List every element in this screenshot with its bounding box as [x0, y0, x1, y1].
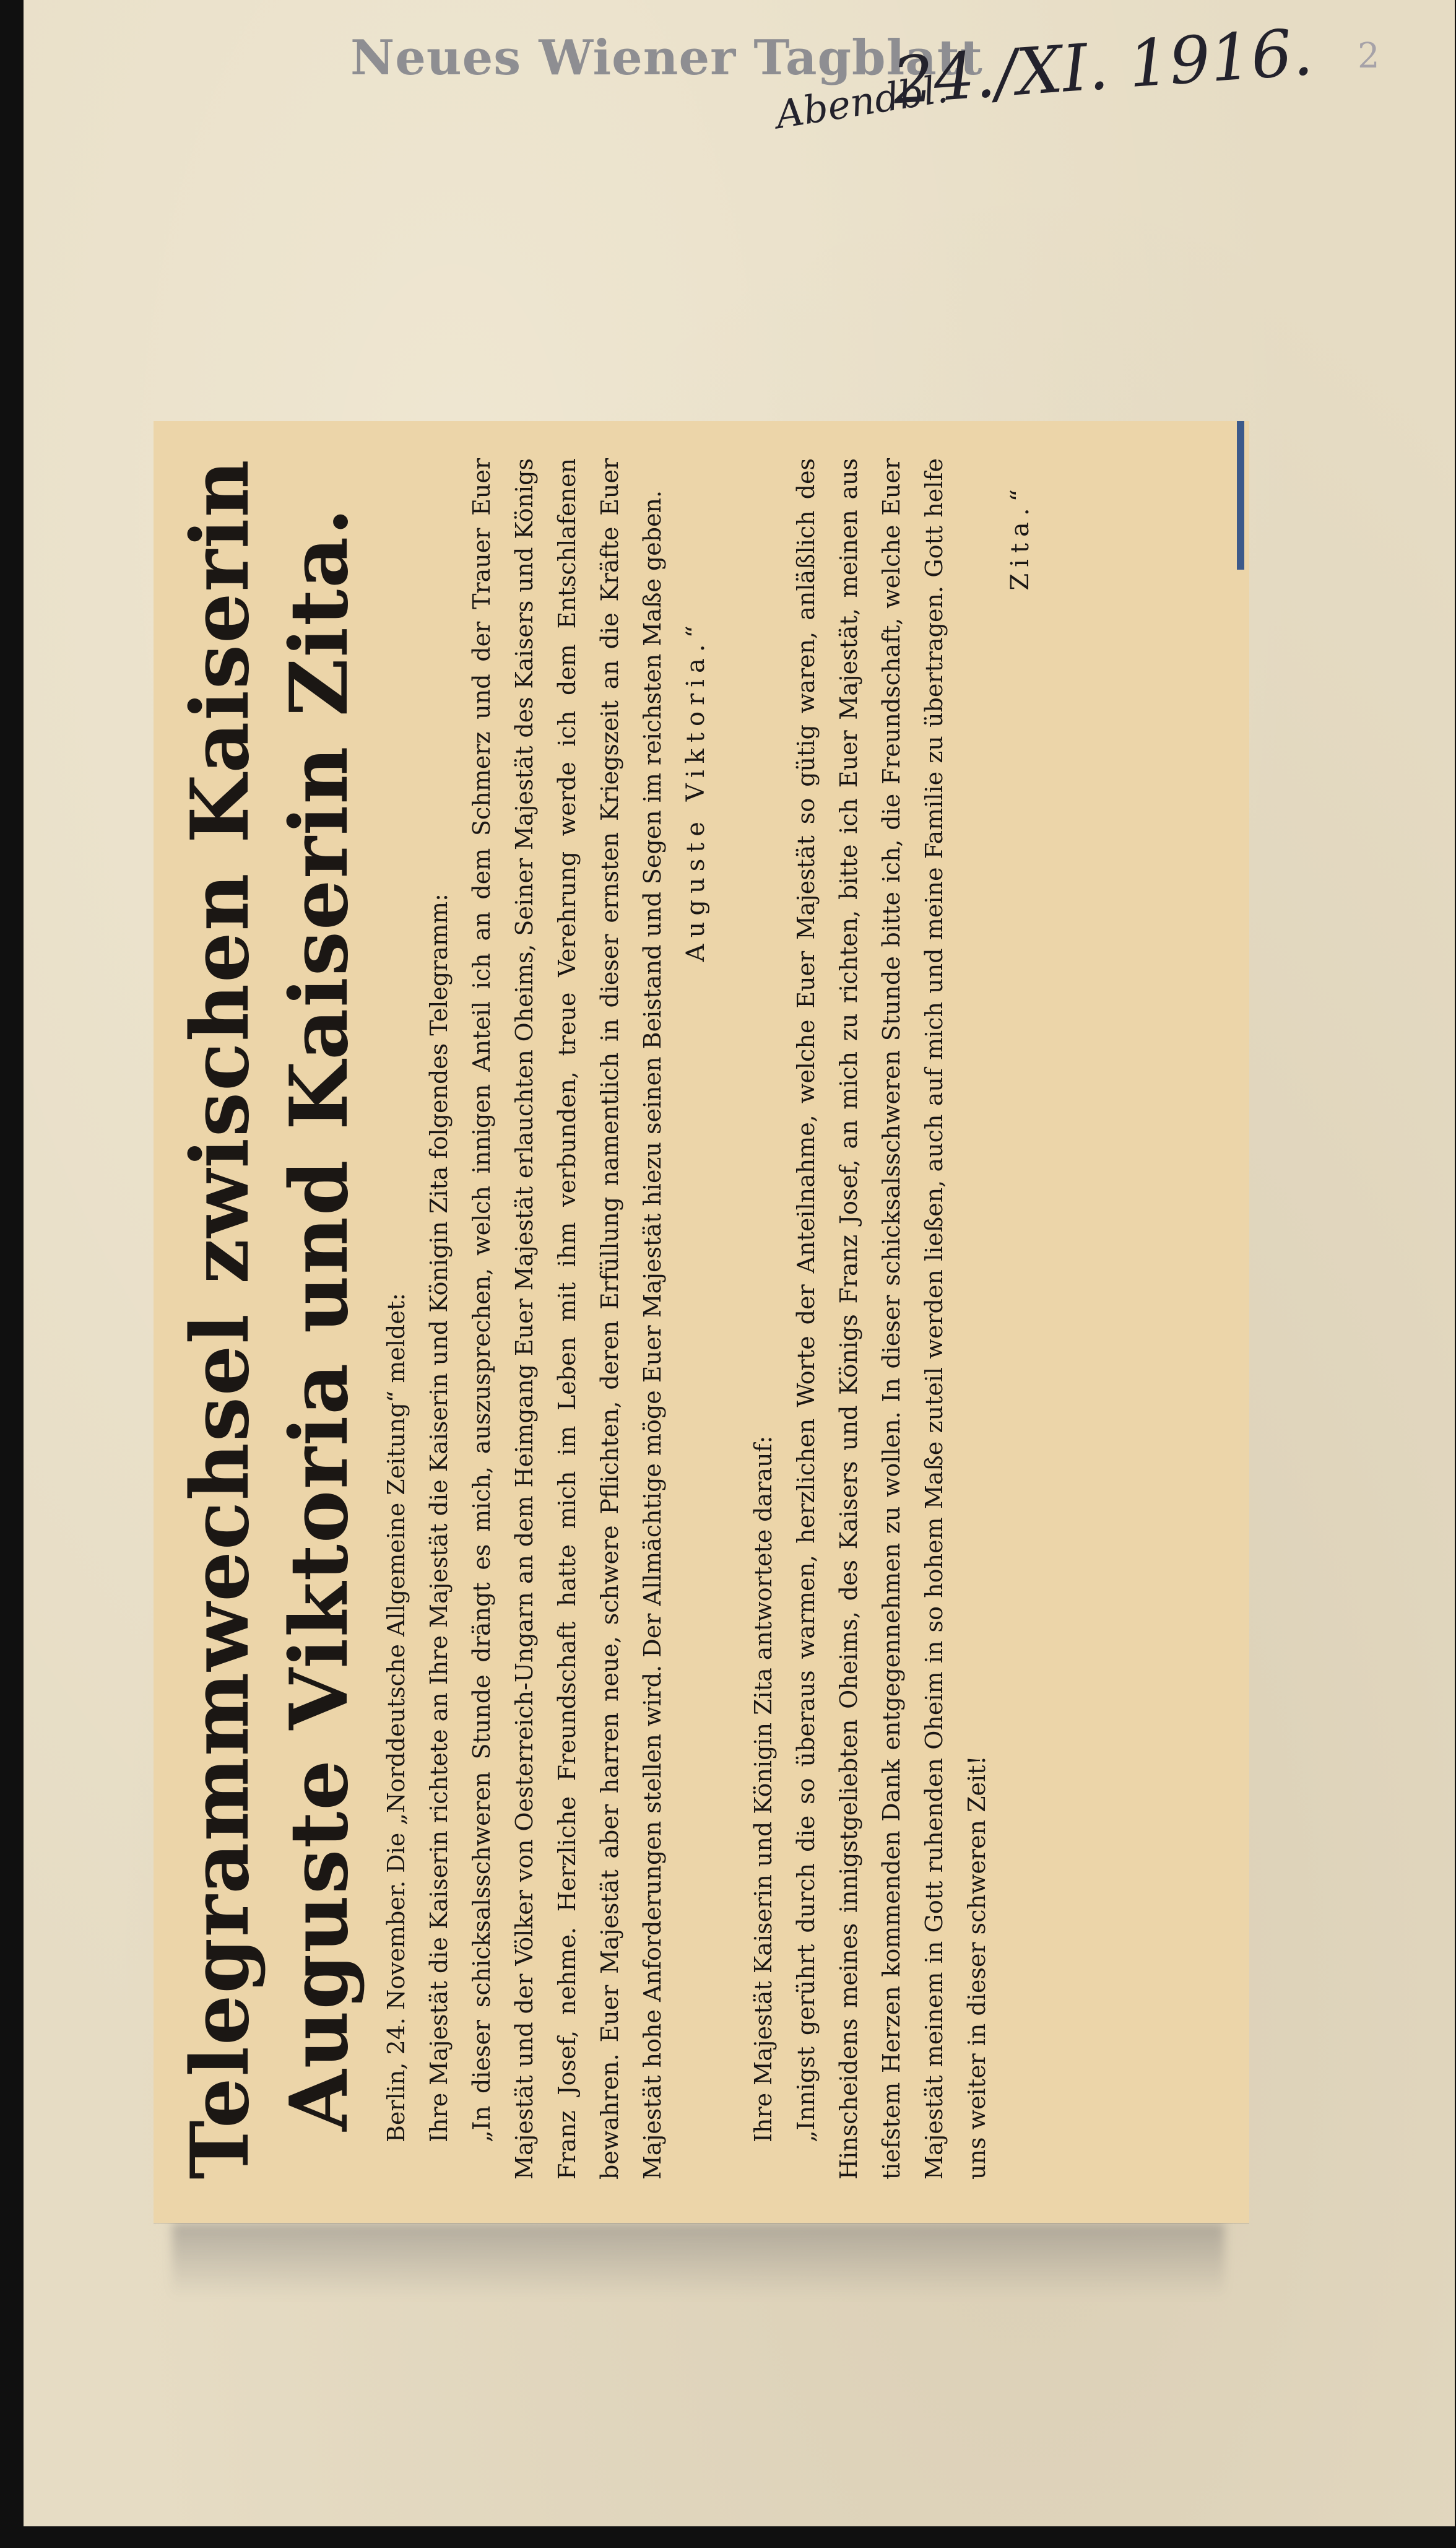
dateline: Berlin, 24. November. Die „Norddeutsche Allgemeine Zeitung“ meldet: [383, 1293, 410, 2142]
newspaper-clipping [154, 421, 1249, 2223]
signature-auguste-viktoria: Auguste Viktoria.“ [682, 619, 710, 962]
clipping-text-block [154, 421, 1249, 2223]
page-number: 2 [1358, 36, 1380, 76]
signature-zita: Zita.“ [1006, 483, 1034, 591]
headline [171, 458, 369, 2180]
headline-line-1: Telegrammwechsel zwischen Kaiserin [174, 458, 267, 2180]
telegram-paragraph-2: „Innigst gerührt durch die so überaus warmen, herzlichen Worte der Anteilnahme, welche Euer Majestät so gütig waren, anläßlich des Hinscheidens meines innigstgeliebten Oheims, des Kaisers und Königs Franz Josef, an mich zu richten, bitte ich Euer Majestät, meinen aus tiefstem Herzen kommenden Dank entgegennehmen zu wollen. In dieser schicksalsschweren Stunde bitte ich, die Freundschaft, welche Euer Majestät meinem in Gott ruhenden Oheim in so hohem Maße zuteil werden ließen, auch auf mich und meine Familie zu übertragen. Gott helfe uns weiter in dieser schweren Zeit! [792, 458, 990, 2180]
clipping-shadow [172, 2223, 1224, 2297]
headline-line-2: Auguste Viktoria und Kaiserin Zita. [273, 507, 366, 2131]
telegram-paragraph-1: „In dieser schicksalsschweren Stunde drängt es mich, auszusprechen, welch innigen Anteil ich an dem Schmerz und der Trauer Euer Majestät und der Völker von Oesterreich-Ungarn an dem Heimgang Euer Majestät erlauchten Oheims, Seiner Majestät des Kaisers und Königs Franz Josef, nehme. Herzliche Freundschaft hatte mich im Leben mit ihm verbunden, treue Verehrung werde ich dem Entschlafenen bewahren. Euer Majestät aber harren neue, schwere Pflichten, deren Erfüllung namentlich in dieser ernsten Kriegszeit an die Kräfte Euer Majestät hohe Anforderungen stellen wird. Der Allmächtige möge Euer Majestät hiezu seinen Beistand und Segen im reichsten Maße geben. [468, 458, 666, 2180]
edition-note: Abendbl. [773, 66, 951, 138]
newspaper-stamp: Neues Wiener Tagblatt [350, 30, 983, 86]
intro-paragraph-2: Ihre Majestät Kaiserin und Königin Zita antwortete darauf: [750, 1435, 777, 2142]
handwritten-date: 24./XI. 1916. [890, 14, 1315, 119]
section-gap [717, 458, 742, 2180]
clipping-blue-edge [1237, 421, 1244, 570]
intro-paragraph-1: Ihre Majestät die Kaiserin richtete an Ihre Majestät die Kaiserin und Königin Zita folgendes Telegramm: [425, 894, 453, 2142]
